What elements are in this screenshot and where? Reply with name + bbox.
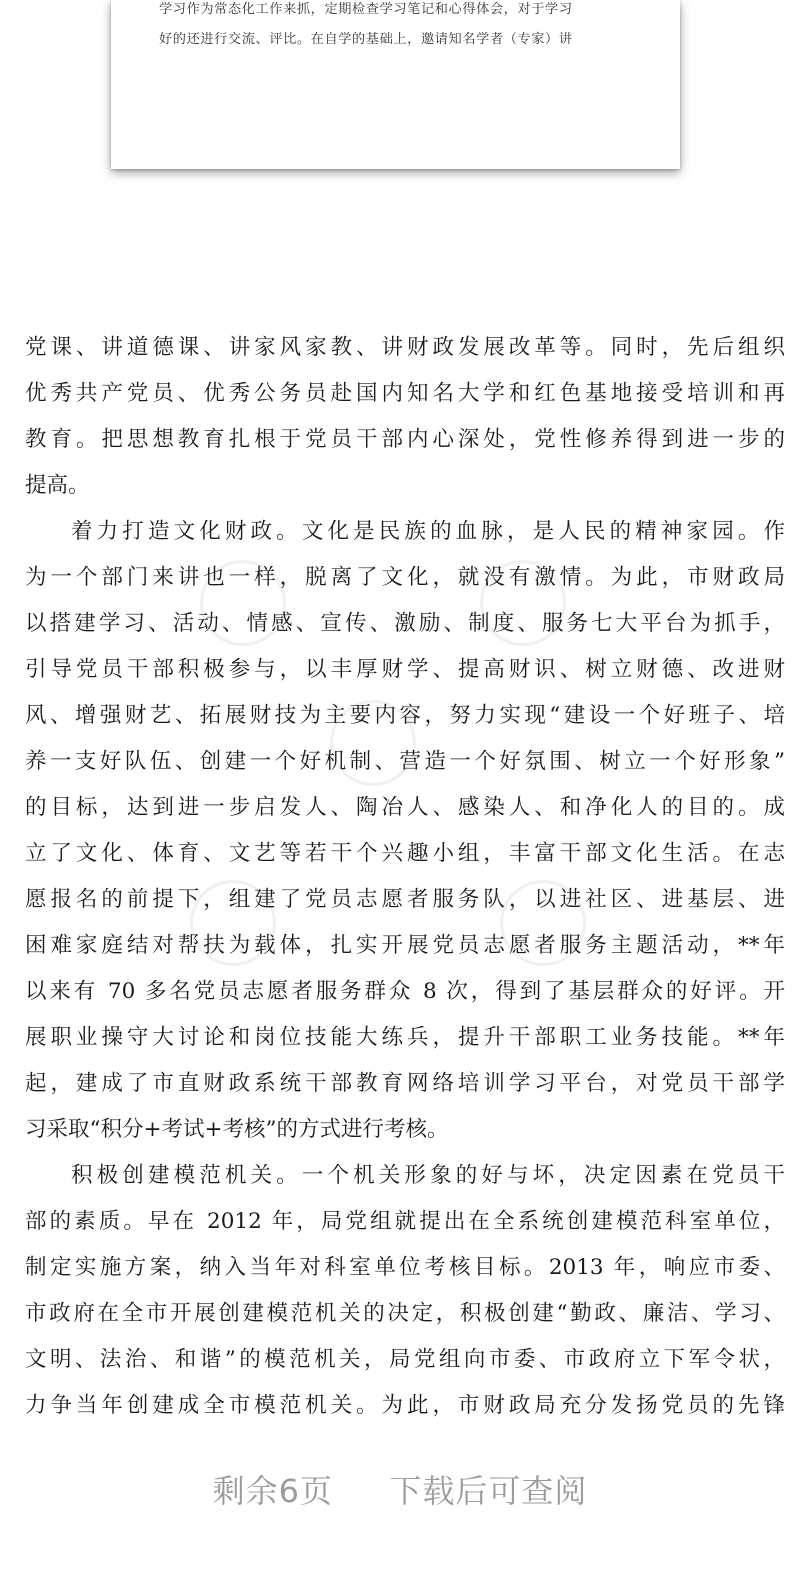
card-text-line: 好的还进行交流、评比。在自学的基础上，邀请知名学者（专家）讲: [159, 32, 573, 47]
previous-page-card: [111, 0, 680, 169]
text-line: 养一支好队伍、创建一个好机制、营造一个好氛围、树立一个好形象”: [25, 749, 785, 774]
text-line: 制定实施方案，纳入当年对科室单位考核目标。2013 年，响应市委、: [25, 1255, 785, 1280]
text-line: 以来有 70 多名党员志愿者服务群众 8 次，得到了基层群众的好评。开: [25, 979, 785, 1004]
text-line: 困难家庭结对帮扶为载体，扎实开展党员志愿者服务主题活动，**年: [25, 933, 785, 958]
paragraph-start-line: 积极创建模范机关。一个机关形象的好与坏，决定因素在党员干: [71, 1163, 785, 1188]
text-line: 文明、法治、和谐”的模范机关，局党组向市委、市政府立下军令状，: [25, 1347, 785, 1372]
download-to-view-label[interactable]: 下载后可查阅: [389, 1472, 588, 1510]
text-line: 党课、讲道德课、讲家风家教、讲财政发展改革等。同时，先后组织: [25, 335, 785, 360]
text-line: 的目标，达到进一步启发人、陶冶人、感染人、和净化人的目的。成: [25, 795, 785, 820]
remaining-pages-label: 剩余6页: [212, 1472, 333, 1510]
card-text-line: 学习作为常态化工作来抓，定期检查学习笔记和心得体会，对于学习: [159, 2, 573, 17]
text-line: 习采取“积分+考试+考核”的方式进行考核。: [25, 1117, 449, 1142]
document-body: [25, 325, 785, 1429]
text-line: 展职业操守大讨论和岗位技能大练兵，提升干部职工业务技能。**年: [25, 1025, 785, 1050]
paragraph-start-line: 着力打造文化财政。文化是民族的血脉，是人民的精神家园。作: [71, 519, 785, 544]
text-line: 风、增强财艺、拓展财技为主要内容，努力实现“建设一个好班子、培: [25, 703, 785, 728]
text-line: 立了文化、体育、文艺等若干个兴趣小组，丰富干部文化生活。在志: [25, 841, 785, 866]
download-prompt-banner[interactable]: [0, 1466, 800, 1512]
text-line: 优秀共产党员、优秀公务员赴国内知名大学和红色基地接受培训和再: [25, 381, 785, 406]
text-line: 为一个部门来讲也一样，脱离了文化，就没有激情。为此，市财政局: [25, 565, 785, 590]
text-line: 市政府在全市开展创建模范机关的决定，积极创建“勤政、廉洁、学习、: [25, 1301, 785, 1326]
text-line: 部的素质。早在 2012 年，局党组就提出在全系统创建模范科室单位，: [25, 1209, 785, 1234]
text-line: 引导党员干部积极参与，以丰厚财学、提高财识、树立财德、改进财: [25, 657, 785, 682]
text-line: 以搭建学习、活动、情感、宣传、激励、制度、服务七大平台为抓手，: [25, 611, 785, 636]
text-line: 力争当年创建成全市模范机关。为此，市财政局充分发扬党员的先锋: [25, 1393, 785, 1418]
text-line: 教育。把思想教育扎根于党员干部内心深处，党性修养得到进一步的: [25, 427, 785, 452]
text-line: 提高。: [25, 473, 90, 498]
text-line: 起，建成了市直财政系统干部教育网络培训学习平台，对党员干部学: [25, 1071, 785, 1096]
text-line: 愿报名的前提下，组建了党员志愿者服务队，以进社区、进基层、进: [25, 887, 785, 912]
